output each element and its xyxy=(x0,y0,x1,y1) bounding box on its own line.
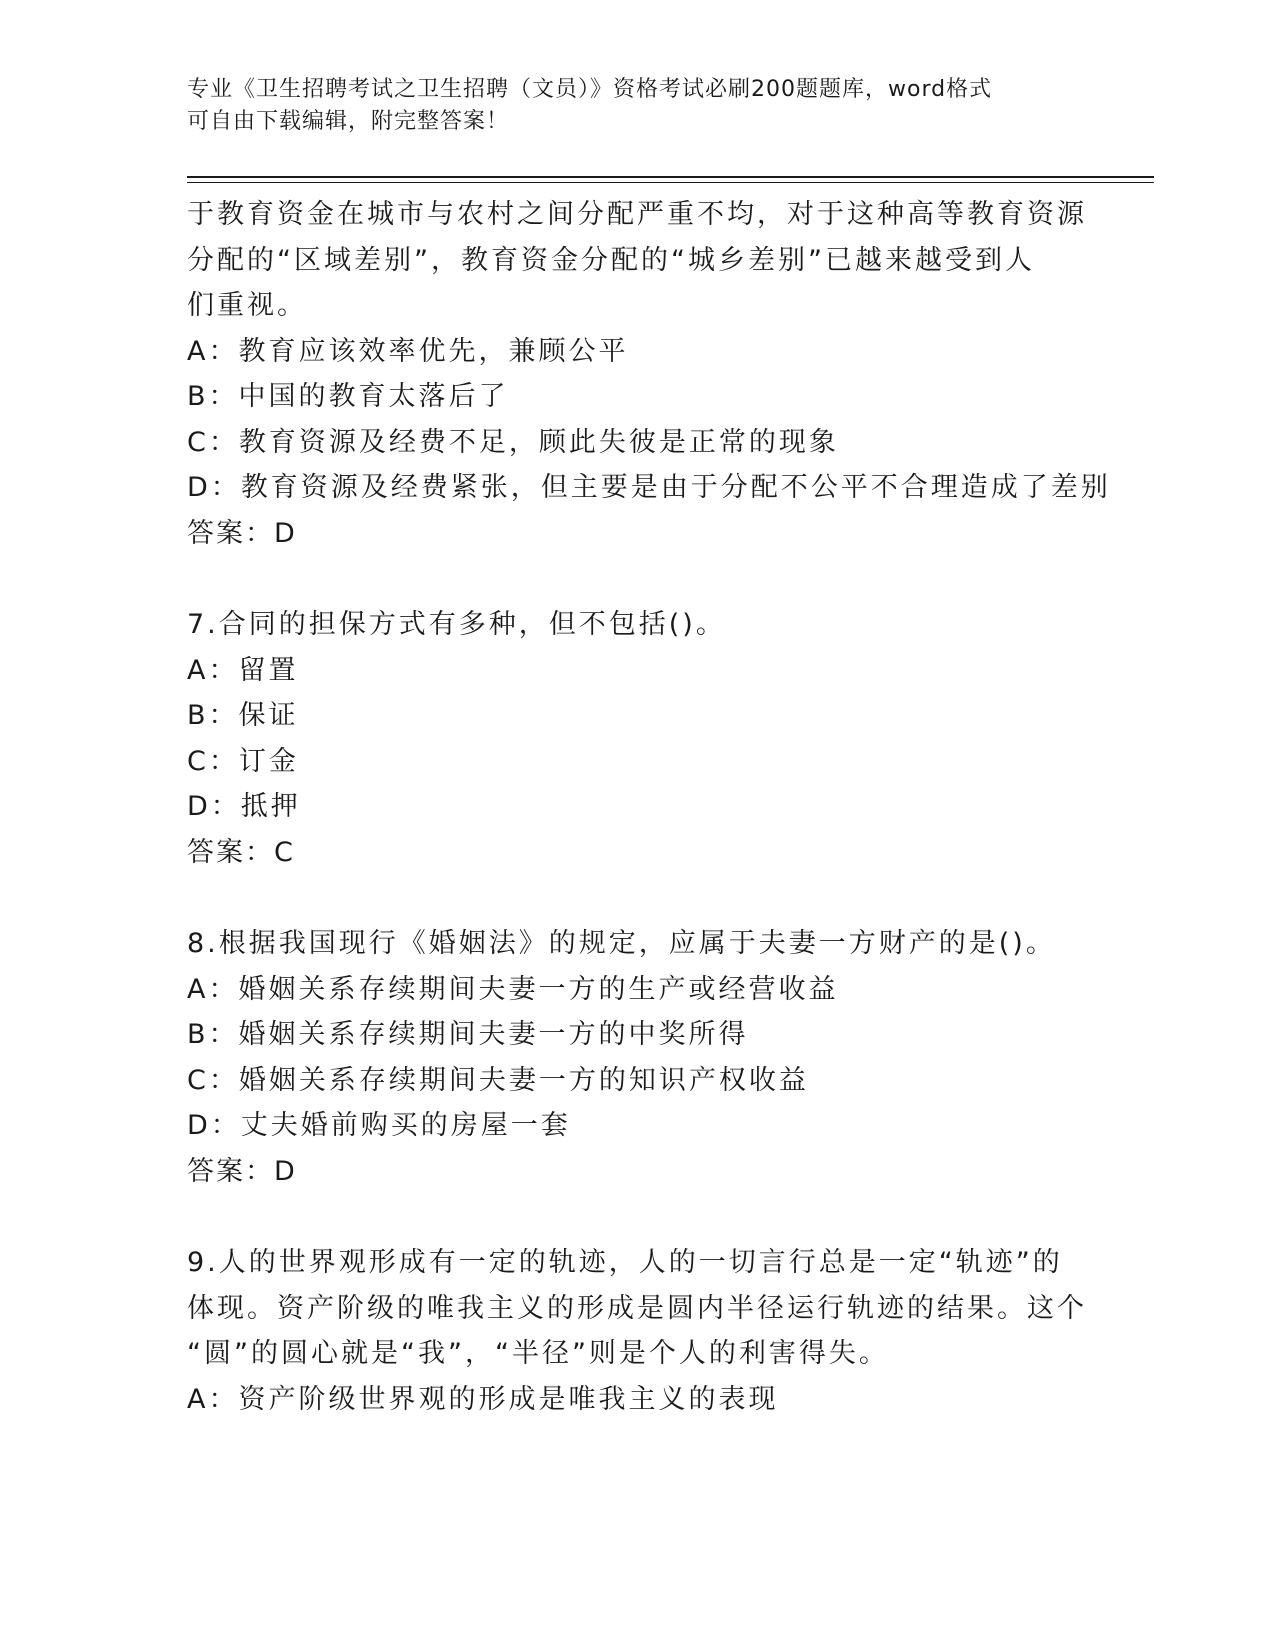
question-stem-line: 9.人的世界观形成有一定的轨迹，人的一切言行总是一定“轨迹”的 xyxy=(187,1247,1063,1278)
question-stem-line: “圆”的圆心就是“我”，“半径”则是个人的利害得失。 xyxy=(187,1338,889,1369)
option-a: A：婚姻关系存续期间夫妻一方的生产或经营收益 xyxy=(187,973,839,1005)
question-7 xyxy=(187,602,1147,875)
question-9 xyxy=(187,1240,1147,1422)
option-c: C：订金 xyxy=(187,745,299,777)
option-d: D：教育资源及经费紧张，但主要是由于分配不公平不合理造成了差别 xyxy=(187,472,1111,503)
answer-label: 答案：C xyxy=(187,836,295,868)
question-stem-line: 体现。资产阶级的唯我主义的形成是圆内半径运行轨迹的结果。这个 xyxy=(187,1292,1087,1324)
question-stem-line: 于教育资金在城市与农村之间分配严重不均，对于这种高等教育资源 xyxy=(187,199,1087,230)
question-6 xyxy=(187,192,1147,556)
question-8 xyxy=(187,921,1147,1194)
option-c: C：教育资源及经费不足，顾此失彼是正常的现象 xyxy=(187,426,839,458)
header-rule-thin xyxy=(187,182,1154,183)
answer-label: 答案：D xyxy=(187,517,297,549)
question-stem-line: 8.根据我国现行《婚姻法》的规定，应属于夫妻一方财产的是()。 xyxy=(187,928,1056,959)
option-a: A：资产阶级世界观的形成是唯我主义的表现 xyxy=(187,1383,779,1415)
option-d: D：丈夫婚前购买的房屋一套 xyxy=(187,1110,571,1141)
question-stem-line: 分配的“区域差别”，教育资金分配的“城乡差别”已越来越受到人 xyxy=(187,244,1035,276)
question-list xyxy=(187,192,1147,1422)
question-separator xyxy=(187,1194,1147,1240)
option-b: B：保证 xyxy=(187,700,299,731)
question-separator xyxy=(187,556,1147,602)
question-stem-line: 们重视。 xyxy=(187,290,307,321)
answer-label: 答案：D xyxy=(187,1155,297,1187)
option-a: A：教育应该效率优先，兼顾公平 xyxy=(187,335,629,367)
header-line-1: 专业《卫生招聘考试之卫生招聘（文员）》资格考试必刷200题题库，word格式 xyxy=(187,77,993,102)
option-b: B：婚姻关系存续期间夫妻一方的中奖所得 xyxy=(187,1019,749,1050)
option-c: C：婚姻关系存续期间夫妻一方的知识产权收益 xyxy=(187,1064,809,1096)
header-rule-thick xyxy=(187,176,1154,178)
option-a: A：留置 xyxy=(187,654,299,686)
option-d: D：抵押 xyxy=(187,791,301,822)
header-line-2: 可自由下载编辑，附完整答案！ xyxy=(187,109,510,134)
document-header xyxy=(187,74,1087,138)
question-separator xyxy=(187,875,1147,921)
option-b: B：中国的教育太落后了 xyxy=(187,381,509,412)
question-stem-line: 7.合同的担保方式有多种，但不包括()。 xyxy=(187,609,726,640)
